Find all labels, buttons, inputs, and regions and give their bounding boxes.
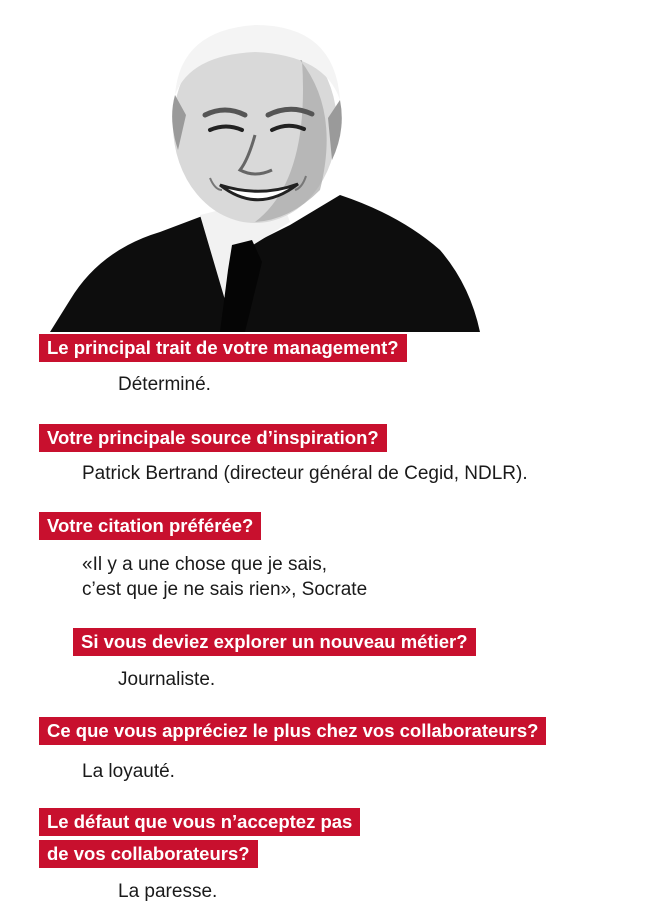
answer-favorite-quote-line2: c’est que je ne sais rien», Socrate	[82, 579, 368, 600]
answer-unacceptable-flaw: La paresse.	[118, 881, 218, 902]
answer-appreciate-collaborators: La loyauté.	[82, 761, 175, 782]
portrait-photo	[40, 0, 480, 332]
answer-inspiration-source: Patrick Bertrand (directeur général de Cegid, NDLR).	[82, 463, 528, 484]
answer-management-trait: Déterminé.	[118, 374, 211, 395]
question-favorite-quote: Votre citation préférée?	[39, 512, 261, 540]
question-appreciate-collaborators: Ce que vous appréciez le plus chez vos collaborateurs?	[39, 717, 546, 745]
answer-new-job: Journaliste.	[118, 669, 216, 690]
answer-favorite-quote-line1: «Il y a une chose que je sais,	[82, 554, 328, 575]
question-new-job: Si vous deviez explorer un nouveau métier?	[73, 628, 476, 656]
question-unacceptable-flaw-line2: de vos collaborateurs?	[39, 840, 258, 868]
question-management-trait: Le principal trait de votre management?	[39, 334, 407, 362]
question-unacceptable-flaw-line1: Le défaut que vous n’acceptez pas	[39, 808, 360, 836]
question-inspiration-source: Votre principale source d’inspiration?	[39, 424, 387, 452]
